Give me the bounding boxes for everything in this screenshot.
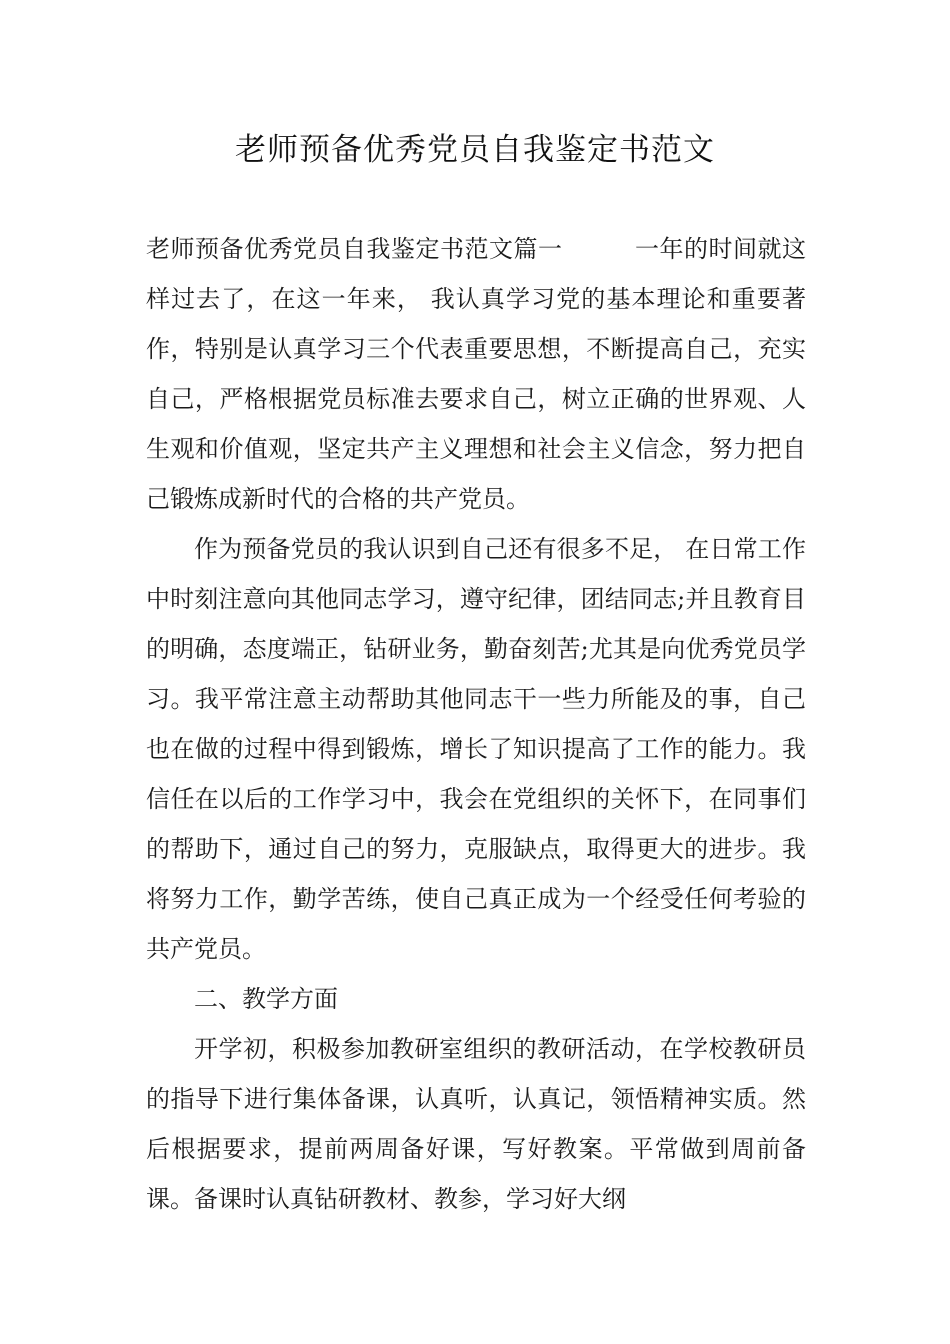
document-title: 老师预备优秀党员自我鉴定书范文 <box>235 132 715 168</box>
paragraph-1-lead: 老师预备优秀党员自我鉴定书范文篇一 <box>146 235 563 263</box>
paragraph-3: 开学初，积极参加教研室组织的教研活动，在学校教研员的指导下进行集体备课，认真听，认真记，领悟精神实质。然后根据要求，提前两周备好课，写好教案。平常做到周前备课。备课时认真钻研教材、教参，学习好大纲 <box>146 1035 806 1213</box>
paragraph-1 <box>146 224 806 524</box>
paragraph-1-text: 一年的时间就这样过去了，在这一年来， 我认真学习党的基本理论和重要著作，特别是认真学习三个代表重要思想，不断提高自己，充实自己，严格根据党员标准去要求自己，树立正确的世界观、人生观和价值观，坚定共产主义理想和社会主义信念，努力把自己锻炼成新时代的合格的共产党员。 <box>146 235 806 513</box>
paragraph-2: 作为预备党员的我认识到自己还有很多不足， 在日常工作中时刻注意向其他同志学习，遵守纪律，团结同志;并且教育目的明确，态度端正，钻研业务，勤奋刻苦;尤其是向优秀党员学习。我平常注意主动帮助其他同志干一些力所能及的事，自己也在做的过程中得到锻炼，增长了知识提高了工作的能力。我信任在以后的工作学习中，我会在党组织的关怀下，在同事们的帮助下，通过自己的努力，克服缺点，取得更大的进步。我将努力工作，勤学苦练，使自己真正成为一个经受任何考验的共产党员。 <box>146 535 806 963</box>
document-body <box>146 224 806 1224</box>
section-heading-teaching: 二、教学方面 <box>194 985 338 1013</box>
